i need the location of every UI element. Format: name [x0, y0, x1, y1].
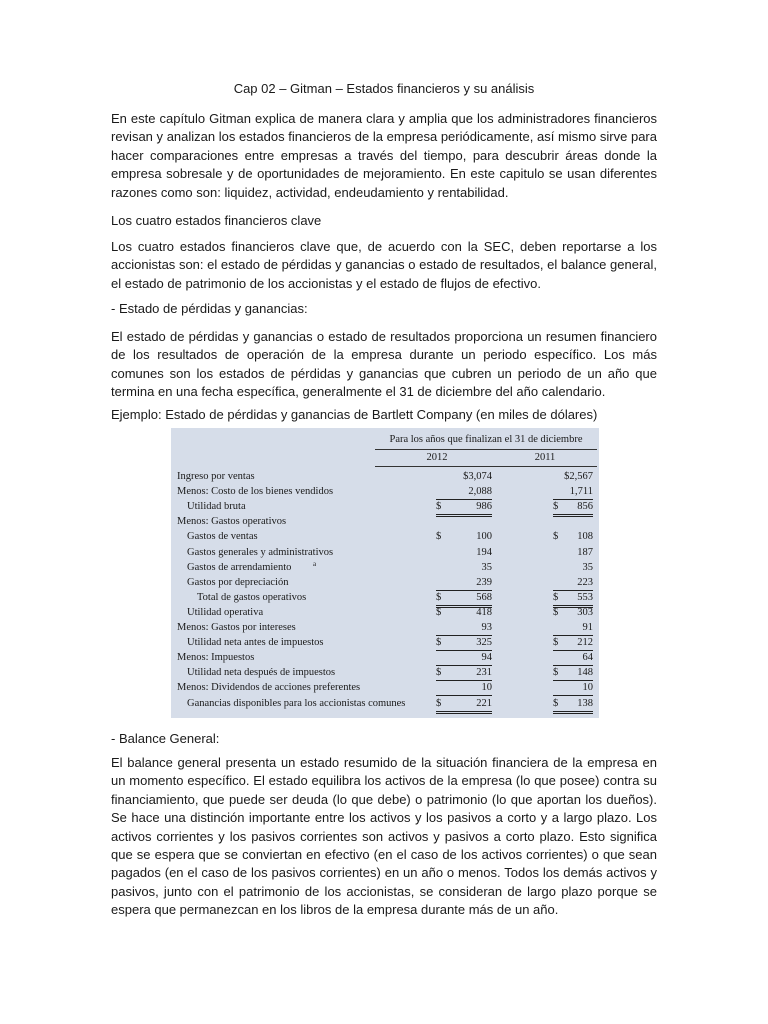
value-2012: [436, 667, 492, 681]
table-row: [171, 577, 599, 592]
value-2012: [436, 531, 492, 544]
year-header-2012: 2012: [426, 452, 448, 463]
cell-value: 221: [476, 697, 492, 709]
dollar-sign: $: [436, 637, 442, 649]
cell-value: 10: [481, 682, 492, 694]
cell-value: 148: [577, 667, 593, 679]
value-2012: [436, 501, 492, 517]
table-row: [171, 622, 599, 637]
dollar-sign: $: [553, 637, 559, 649]
table-row: [171, 698, 599, 713]
cell-value: 325: [476, 637, 492, 649]
table-row: [171, 607, 599, 622]
row-label: Menos: Gastos operativos: [177, 516, 287, 528]
dollar-sign: $: [436, 697, 442, 709]
value-2012: [436, 637, 492, 651]
cell-value: 231: [476, 667, 492, 679]
dollar-sign: $: [436, 531, 442, 543]
dollar-sign: $: [436, 606, 442, 618]
value-2012: [436, 682, 492, 696]
row-label: Menos: Costo de los bienes vendidos: [177, 486, 334, 498]
value-2011: [553, 562, 593, 575]
value-2012: [436, 471, 492, 484]
dollar-sign: $: [553, 591, 559, 603]
cell-value: 553: [577, 591, 593, 603]
dollar-sign: $: [553, 697, 559, 709]
cell-value: 223: [577, 576, 593, 588]
cell-value: $3,074: [463, 471, 492, 482]
cell-value: 91: [582, 622, 593, 633]
footnote-mark: a: [313, 559, 317, 568]
dollar-sign: $: [553, 606, 559, 618]
row-label: Gastos de arrendamiento: [187, 561, 292, 573]
row-label: Utilidad neta antes de impuestos: [187, 637, 324, 649]
cell-value: 1,711: [569, 486, 593, 498]
value-2012: [436, 607, 492, 620]
cell-value: 35: [481, 561, 492, 573]
value-2011: [553, 471, 593, 484]
value-2011: [553, 637, 593, 651]
dollar-sign: $: [553, 531, 559, 543]
example-caption: Ejemplo: Estado de pérdidas y ganancias de Bartlett Company (en miles de dólares): [111, 407, 598, 422]
value-2012: [436, 698, 492, 714]
dollar-sign: $: [553, 501, 559, 513]
cell-value: 10: [582, 682, 593, 694]
heading-balance-sheet: - Balance General:: [111, 731, 220, 746]
value-2011: [553, 698, 593, 714]
cell-value: 100: [476, 531, 492, 543]
table-row: [171, 652, 599, 667]
cell-value: 35: [582, 561, 593, 573]
cell-value: 187: [577, 546, 593, 558]
key-statements-paragraph: Los cuatro estados financieros clave que, de acuerdo con la SEC, deben reportarse a los accionistas son: el estado de pérdidas y ganancias o estado de resultados, el balance general, el estado de patrimonio de los accionistas y el estado de flujos de efectivo.: [111, 239, 657, 291]
row-label: Total de gastos operativos: [197, 591, 307, 603]
value-2012: [436, 547, 492, 560]
cell-value: 418: [476, 606, 492, 618]
table-row: [171, 667, 599, 682]
row-label: Utilidad bruta: [187, 501, 246, 513]
cell-value: 856: [577, 501, 593, 513]
header-rule: [375, 449, 597, 450]
table-row: [171, 682, 599, 697]
value-2011: [553, 547, 593, 560]
income-statement-table: [171, 428, 599, 718]
cell-value: 986: [476, 501, 492, 513]
value-2012: [436, 652, 492, 666]
value-2011: [553, 592, 593, 608]
dollar-sign: $: [436, 501, 442, 513]
heading-key-statements: Los cuatro estados financieros clave: [111, 213, 322, 228]
table-row: [171, 486, 599, 501]
table-row: [171, 471, 599, 486]
cell-value: 2,088: [468, 486, 492, 498]
value-2011: [553, 622, 593, 636]
row-label: Utilidad operativa: [187, 606, 264, 618]
value-2012: [436, 486, 492, 500]
heading-income-statement: - Estado de pérdidas y ganancias:: [111, 301, 308, 316]
cell-value: 64: [582, 652, 593, 664]
value-2011: [553, 667, 593, 681]
value-2011: [553, 652, 593, 666]
value-2012: [436, 592, 492, 608]
value-2012: [436, 562, 492, 575]
table-row: [171, 637, 599, 652]
dollar-sign: $: [553, 667, 559, 679]
value-2011: [553, 682, 593, 696]
years-rule: [375, 466, 597, 467]
cell-value: 303: [577, 606, 593, 618]
row-label: Ingreso por ventas: [177, 471, 255, 482]
value-2011: [553, 501, 593, 517]
value-2011: [553, 486, 593, 500]
value-2012: [436, 577, 492, 591]
cell-value: $2,567: [564, 471, 593, 482]
row-label: Gastos por depreciación: [187, 576, 289, 588]
table-row: [171, 501, 599, 516]
row-label: Menos: Impuestos: [177, 652, 255, 664]
table-row: [171, 531, 599, 546]
row-label: Gastos de ventas: [187, 531, 258, 543]
period-header: Para los años que finalizan el 31 de diciembre: [389, 434, 583, 445]
table-row: [171, 592, 599, 607]
row-label: Gastos generales y administrativos: [187, 546, 334, 558]
dollar-sign: $: [436, 667, 442, 679]
year-header-2011: 2011: [534, 452, 556, 463]
row-label: Menos: Dividendos de acciones preferentes: [177, 682, 361, 694]
cell-value: 93: [481, 622, 492, 633]
value-2011: [553, 577, 593, 591]
intro-paragraph: En este capítulo Gitman explica de manera clara y amplia que los administradores financieros revisan y analizan los estados financieros de la empresa periódicamente, así mismo sirve para hacer comparaciones entre empresas a través del tiempo, para descubrir áreas donde la empresa sobresale y de oportunidades de mejoramiento. En este capitulo se usan diferentes razones como son: liquidez, actividad, endeudamiento y rentabilidad.: [111, 111, 657, 200]
row-label: Utilidad neta después de impuestos: [187, 667, 336, 679]
value-2011: [553, 607, 593, 620]
value-2011: [553, 531, 593, 544]
table-row: [171, 516, 599, 531]
cell-value: 94: [481, 652, 492, 664]
row-label: Menos: Gastos por intereses: [177, 622, 296, 633]
page-title: Cap 02 – Gitman – Estados financieros y su análisis: [233, 81, 535, 96]
cell-value: 138: [577, 697, 593, 709]
value-2012: [436, 622, 492, 636]
cell-value: 568: [476, 591, 492, 603]
table-row: [171, 559, 599, 577]
balance-sheet-paragraph: El balance general presenta un estado resumido de la situación financiera de la empresa en un momento específico. El estado equilibra los activos de la empresa (lo que posee) contra su financiamiento, que puede ser deuda (lo que debe) o patrimonio (lo que aportan los dueños). Se hace una distinción importante entre los activos y los pasivos a corto y a largo plazo. Los activos corrientes y los pasivos corrientes son activos y pasivos a corto plazo. Esto significa que se espera que se conviertan en efectivo (en el caso de los activos corrientes) o que sean pagados (en el caso de los pasivos corrientes) en un año o menos. Todos los demás activos y pasivos, junto con el patrimonio de los accionistas, se consideran de largo plazo porque se espera que permanezcan en los libros de la empresa durante más de un año.: [111, 755, 657, 918]
cell-value: 194: [476, 546, 492, 558]
dollar-sign: $: [436, 591, 442, 603]
cell-value: 239: [476, 576, 492, 588]
income-statement-paragraph: El estado de pérdidas y ganancias o estado de resultados proporciona un resumen financiero de los resultados de operación de la empresa durante un periodo específico. Los más comunes son los estados de pérdidas y ganancias que cubren un periodo de un año que termina en una fecha específica, generalmente el 31 de diciembre del año calendario.: [111, 329, 657, 400]
cell-value: 108: [577, 531, 593, 543]
table-row: [171, 547, 599, 562]
row-label: Ganancias disponibles para los accionistas comunes: [187, 697, 406, 709]
cell-value: 212: [577, 637, 593, 649]
